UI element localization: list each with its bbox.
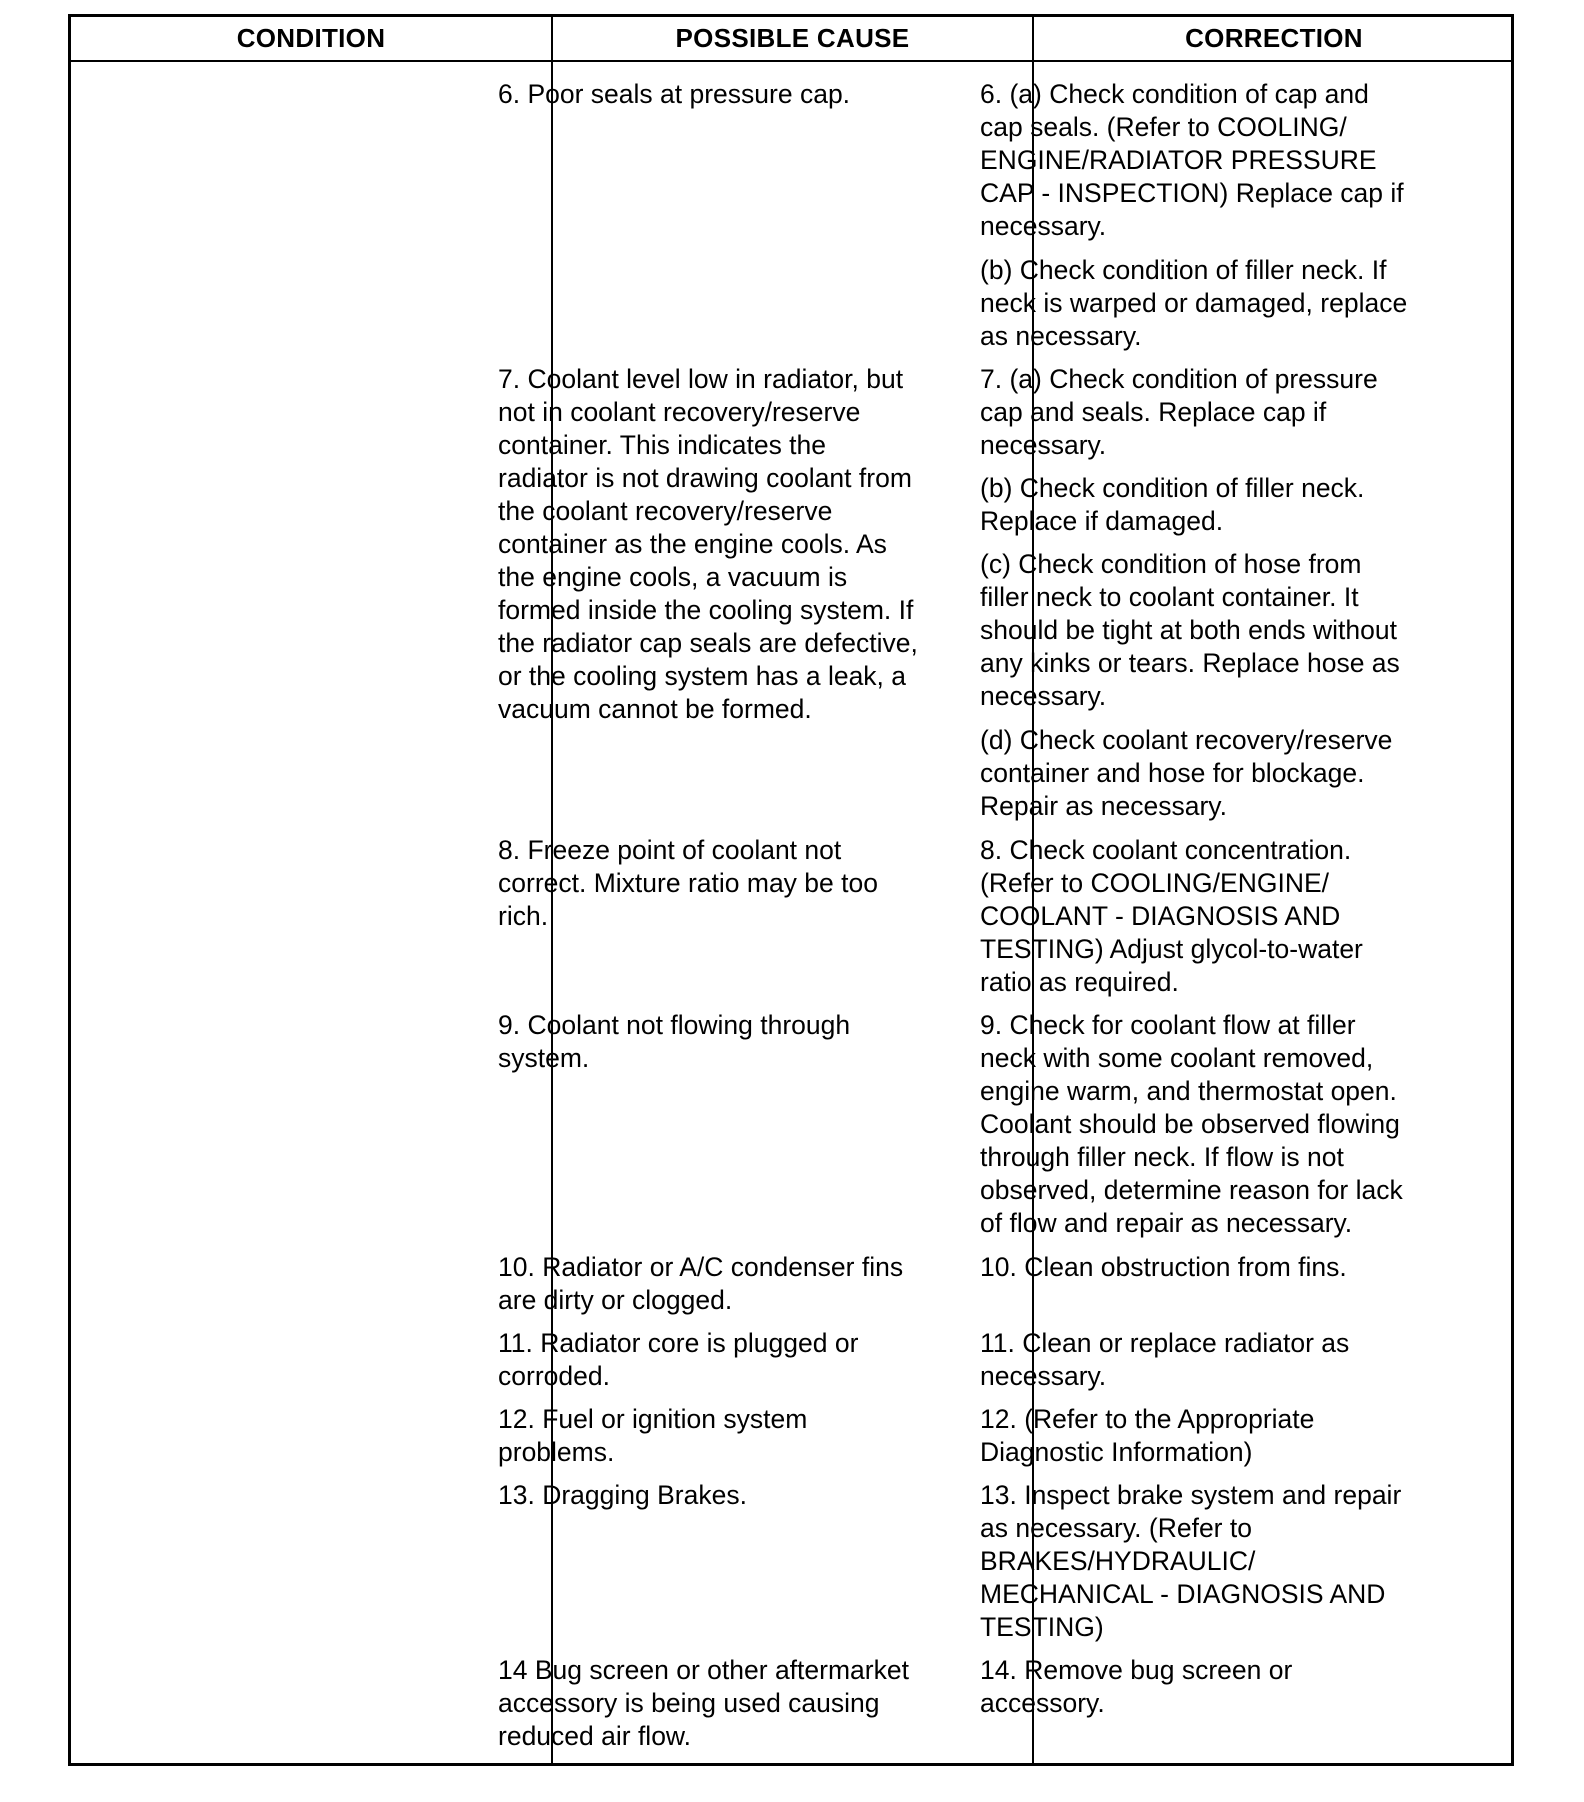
correction-cell: 13. Inspect brake system and repair as necessary. (Refer to BRAKES/HYDRAULIC/ MECHANICAL - DIAGNOSIS AND TESTING) (980, 1480, 1402, 1642)
cause-cell: 9. Coolant not flowing through system. (498, 1010, 851, 1073)
correction-cell: 9. Check for coolant flow at filler neck with some coolant removed, engine warm, and thermostat open. Coolant should be observed flowing through filler neck. If flow is not observed, determine reason for lack of flow and repair as necessary. (980, 1010, 1403, 1238)
header-possible-cause: POSSIBLE CAUSE (675, 23, 910, 53)
cause-cell: 8. Freeze point of coolant not correct. Mixture ratio may be too rich. (498, 835, 878, 931)
cause-cell: 12. Fuel or ignition system problems. (498, 1404, 808, 1467)
correction-cell: 12. (Refer to the Appropriate Diagnostic Information) (980, 1404, 1315, 1467)
header-correction: CORRECTION (1185, 23, 1363, 53)
header-condition: CONDITION (236, 23, 386, 53)
correction-cell: (b) Check condition of filler neck. If neck is warped or damaged, replace as necessary. (980, 255, 1408, 351)
cause-cell: 13. Dragging Brakes. (498, 1480, 747, 1510)
correction-cell: 11. Clean or replace radiator as necessary. (980, 1328, 1350, 1391)
correction-cell: 14. Remove bug screen or accessory. (980, 1655, 1293, 1718)
correction-cell: (c) Check condition of hose from filler neck to coolant container. It should be tight at both ends without any kinks or tears. Replace hose as necessary. (980, 549, 1400, 711)
correction-cell: 6. (a) Check condition of cap and cap seals. (Refer to COOLING/ ENGINE/RADIATOR PRESSURE CAP - INSPECTION) Replace cap if necessary. (980, 79, 1404, 241)
cause-cell: 11. Radiator core is plugged or corroded. (498, 1328, 859, 1391)
header-divider (71, 60, 1511, 62)
correction-cell: 8. Check coolant concentration. (Refer to COOLING/ENGINE/ COOLANT - DIAGNOSIS AND TESTING) Adjust glycol-to-water ratio as required. (980, 835, 1363, 997)
cause-cell: 10. Radiator or A/C condenser fins are dirty or clogged. (498, 1252, 904, 1315)
correction-cell: 10. Clean obstruction from fins. (980, 1252, 1347, 1282)
cause-cell: 6. Poor seals at pressure cap. (498, 79, 851, 109)
correction-cell: (b) Check condition of filler neck. Replace if damaged. (980, 473, 1365, 536)
cause-cell: 14 Bug screen or other aftermarket accessory is being used causing reduced air flow. (498, 1655, 909, 1751)
correction-cell: (d) Check coolant recovery/reserve container and hose for blockage. Repair as necessary. (980, 725, 1393, 821)
correction-cell: 7. (a) Check condition of pressure cap and seals. Replace cap if necessary. (980, 364, 1378, 460)
cause-cell: 7. Coolant level low in radiator, but not in coolant recovery/reserve container. This indicates the radiator is not drawing coolant from the coolant recovery/reserve container as the engine cools. As the engine cools, a vacuum is formed inside the cooling system. If the radiator cap seals are defective, or the cooling system has a leak, a vacuum cannot be formed. (498, 364, 918, 724)
